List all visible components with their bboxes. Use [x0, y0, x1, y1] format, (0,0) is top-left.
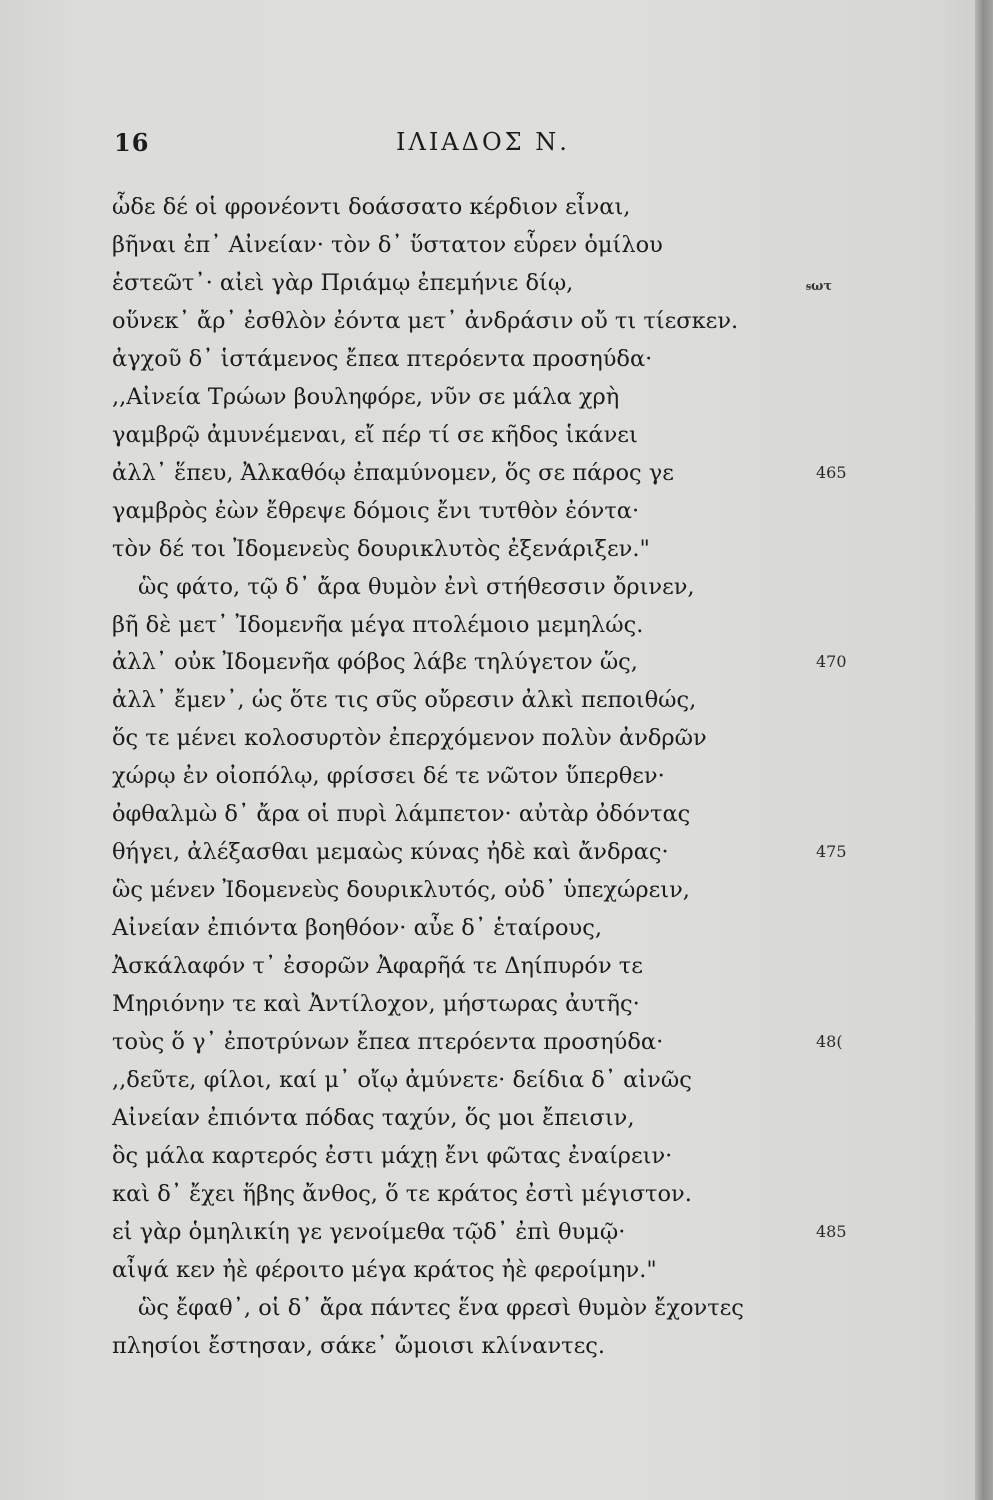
- verse-line: [0, 228, 975, 266]
- verse-text-line: Αἰνείαν ἐπιόντα βοηθόον· αὖε δ᾽ ἑταίρους,: [112, 915, 602, 942]
- verse-line: [0, 1177, 975, 1215]
- verse-line: [0, 380, 975, 418]
- verse-text-line: καὶ δ᾽ ἔχει ἥβης ἄνθος, ὅ τε κράτος ἐστὶ μέγιστον.: [112, 1180, 692, 1207]
- verse-line: [0, 570, 975, 608]
- verse-line: [0, 1139, 975, 1177]
- verse-line: [0, 342, 975, 380]
- verse-line: [0, 190, 975, 228]
- verse-line: [0, 759, 975, 797]
- verse-line: [0, 797, 975, 835]
- page-header: [0, 128, 975, 168]
- verse-text-line: ἀλλ᾽ ἔμεν᾽, ὡς ὅτε τις σῦς οὔρεσιν ἀλκὶ πεποιθώς,: [112, 687, 697, 714]
- verse-text-line: Μηριόνην τε καὶ Ἀντίλοχον, μήστωρας ἀυτῆς·: [112, 991, 640, 1017]
- verse-line: [0, 949, 975, 987]
- verse-text-line: Αἰνείαν ἐπιόντα πόδας ταχύν, ὅς μοι ἔπεισιν,: [112, 1104, 635, 1131]
- page-edge: [975, 0, 993, 1500]
- verse-line: [0, 911, 975, 949]
- verse-line: [0, 1329, 975, 1367]
- line-number: 48(: [816, 1031, 843, 1051]
- verse-line: [0, 1215, 975, 1253]
- verse-text-line: τὸν δέ τοι Ἰδομενεὺς δουρικλυτὸς ἐξενάριξεν.": [112, 535, 650, 562]
- verse-text-line: αἶψά κεν ἠὲ φέροιτο μέγα κράτος ἠὲ φεροίμην.": [112, 1256, 657, 1283]
- page-number: 16: [114, 128, 150, 157]
- verse-text-line: εἰ γὰρ ὁμηλικίη γε γενοίμεθα τῷδ᾽ ἐπὶ θυμῷ·: [112, 1218, 626, 1245]
- verse-line: [0, 835, 975, 873]
- verse-line: [0, 304, 975, 342]
- verse-line: [0, 532, 975, 570]
- line-number: 475: [816, 842, 847, 862]
- verse-text-line: ἑστεῶτ᾽· αἰεὶ γὰρ Πριάμῳ ἐπεμήνιε δίῳ,: [112, 269, 574, 296]
- line-number: 465: [816, 462, 847, 482]
- verse-line: [0, 645, 975, 683]
- verse-line: [0, 418, 975, 456]
- verse-line: [0, 987, 975, 1025]
- verse-text-line: θήγει, ἀλέξασθαι μεμαὼς κύνας ἠδὲ καὶ ἄνδρας·: [112, 839, 669, 866]
- verse-text-line: ὀφθαλμὼ δ᾽ ἄρα οἱ πυρὶ λάμπετον· αὐτὰρ ὀδόντας: [112, 801, 691, 828]
- verse-text-line: ὣς ἔφαθ᾽, οἱ δ᾽ ἄρα πάντες ἕνα φρεσὶ θυμὸν ἔχοντες: [138, 1294, 744, 1321]
- verse-line: [0, 1025, 975, 1063]
- verse-text-line: βῆναι ἐπ᾽ Αἰνείαν· τὸν δ᾽ ὕστατον εὗρεν ὁμίλου: [112, 231, 663, 258]
- verse-line: [0, 1063, 975, 1101]
- line-number: 485: [816, 1221, 847, 1241]
- verse-line: [0, 1253, 975, 1291]
- verse-text-line: χώρῳ ἐν οἰοπόλῳ, φρίσσει δέ τε νῶτον ὕπερθεν·: [112, 763, 665, 790]
- verse-line: [0, 1101, 975, 1139]
- verse-text-line: ὣς μένεν Ἰδομενεὺς δουρικλυτός, οὐδ᾽ ὑπεχώρειν,: [112, 877, 690, 904]
- verse-text-line: ὃς μάλα καρτερός ἐστι μάχῃ ἔνι φῶτας ἐναίρειν·: [112, 1142, 673, 1169]
- verse-text-line: γαμβρῷ ἀμυνέμεναι, εἴ πέρ τί σε κῆδος ἱκάνει: [112, 421, 638, 448]
- verse-line: [0, 494, 975, 532]
- verse-text-line: ,,Αἰνεία Τρώων βουληφόρε, νῦν σε μάλα χρὴ: [112, 383, 620, 410]
- verse-line: [0, 1291, 975, 1329]
- verse-text-line: γαμβρὸς ἐὼν ἔθρεψε δόμοις ἔνι τυτθὸν ἐόντα·: [112, 497, 640, 524]
- verse-line: [0, 683, 975, 721]
- line-number: 470: [816, 652, 847, 672]
- verse-line: [0, 608, 975, 646]
- verse-text-line: βῆ δὲ μετ᾽ Ἰδομενῆα μέγα πτολέμοιο μεμηλώς.: [112, 611, 644, 638]
- verse-line: [0, 266, 975, 304]
- verse-text-line: ὧδε δέ οἱ φρονέοντι δοάσσατο κέρδιον εἶναι,: [112, 194, 631, 220]
- running-title: ΙΛΙΑΔΟΣ Ν.: [396, 128, 570, 156]
- verse-line: [0, 721, 975, 759]
- verse-text-line: τοὺς ὅ γ᾽ ἐποτρύνων ἔπεα πτερόεντα προσηύδα·: [112, 1028, 664, 1055]
- verse-text-line: ὅς τε μένει κολοσυρτὸν ἐπερχόμενον πολὺν ἀνδρῶν: [112, 725, 707, 752]
- verse-line: [0, 873, 975, 911]
- verse-text-line: ὣς φάτο, τῷ δ᾽ ἄρα θυμὸν ἐνὶ στήθεσσιν ὄρινεν,: [138, 573, 695, 600]
- verse-text-line: ἀγχοῦ δ᾽ ἱστάμενος ἔπεα πτερόεντα προσηύδα·: [112, 345, 653, 372]
- verse-text-line: πλησίοι ἔστησαν, σάκε᾽ ὤμοισι κλίναντες.: [112, 1332, 606, 1359]
- verse-text-line: ἀλλ᾽ οὐκ Ἰδομενῆα φόβος λάβε τηλύγετον ὥς,: [112, 649, 638, 676]
- verse-line: [0, 456, 975, 494]
- verse-text-line: οὕνεκ᾽ ἄρ᾽ ἐσθλὸν ἐόντα μετ᾽ ἀνδράσιν οὔ τι τίεσκεν.: [112, 307, 739, 334]
- verse-text-line: ἀλλ᾽ ἕπευ, Ἀλκαθόῳ ἐπαμύνομεν, ὅς σε πάρος γε: [112, 459, 674, 486]
- verse-text-line: Ἀσκάλαφόν τ᾽ ἐσορῶν Ἀφαρῆά τε Δηίπυρόν τε: [112, 953, 643, 979]
- margin-mark: ᵴωτ: [806, 279, 833, 294]
- verse-text-line: ,,δεῦτε, φίλοι, καί μ᾽ οἴῳ ἀμύνετε· δείδια δ᾽ αἰνῶς: [112, 1066, 692, 1093]
